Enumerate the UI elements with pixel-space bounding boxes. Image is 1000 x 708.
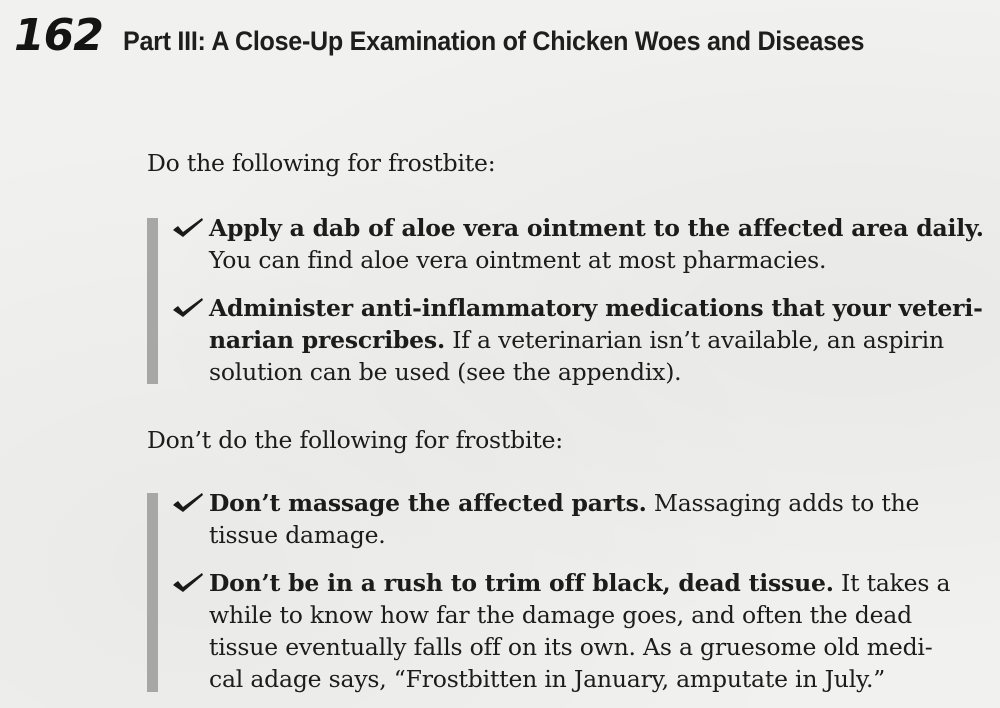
check-mark-icon: [171, 570, 205, 594]
page-number: 162: [14, 10, 103, 61]
item-body: while to know how far the damage goes, and often the dead: [209, 601, 912, 629]
item-lead: narian prescribes.: [209, 326, 445, 354]
item-body: cal adage says, “Frostbitten in January, amputate in July.”: [209, 665, 886, 693]
running-head: Part III: A Close-Up Examination of Chicken Woes and Diseases: [122, 26, 864, 56]
item-line: [209, 487, 919, 519]
item-body: It takes a: [833, 569, 951, 597]
item-lead: Don’t be in a rush to trim off black, dead tissue.: [209, 569, 834, 597]
item-line: [209, 244, 984, 276]
item-lead: Administer anti-inflammatory medications that your veteri-: [209, 294, 983, 322]
check-mark-icon: [171, 295, 205, 319]
bullet-list: [147, 487, 997, 692]
item-body: tissue damage.: [209, 521, 386, 549]
page-header: [14, 6, 920, 66]
item-lead: Apply a dab of aloe vera ointment to the affected area daily.: [209, 214, 984, 242]
item-text: [209, 487, 919, 551]
item-line: [209, 663, 950, 695]
section-intro: Don’t do the following for frostbite:: [147, 426, 563, 454]
item-line: [209, 324, 983, 356]
item-line: [209, 519, 919, 551]
check-mark-icon: [171, 215, 205, 239]
bullet-list: [147, 212, 997, 384]
item-body: tissue eventually falls off on its own. As a gruesome old medi-: [209, 633, 933, 661]
sidebar-bar: [147, 218, 158, 384]
item-line: [209, 292, 983, 324]
item-line: [209, 356, 983, 388]
item-line: [209, 631, 950, 663]
item-body: Massaging adds to the: [646, 489, 920, 517]
item-body: If a veterinarian isn’t available, an aspirin: [444, 326, 944, 354]
check-mark-icon: [171, 490, 205, 514]
item-line: [209, 567, 950, 599]
item-lead: Don’t massage the affected parts.: [209, 489, 647, 517]
item-text: [209, 212, 984, 276]
sidebar-bar: [147, 493, 158, 692]
item-line: [209, 212, 984, 244]
item-line: [209, 599, 950, 631]
item-text: [209, 292, 983, 388]
item-body: solution can be used (see the appendix).: [209, 358, 682, 386]
section-intro: Do the following for frostbite:: [147, 149, 496, 177]
item-body: You can find aloe vera ointment at most pharmacies.: [209, 246, 827, 274]
item-text: [209, 567, 950, 695]
